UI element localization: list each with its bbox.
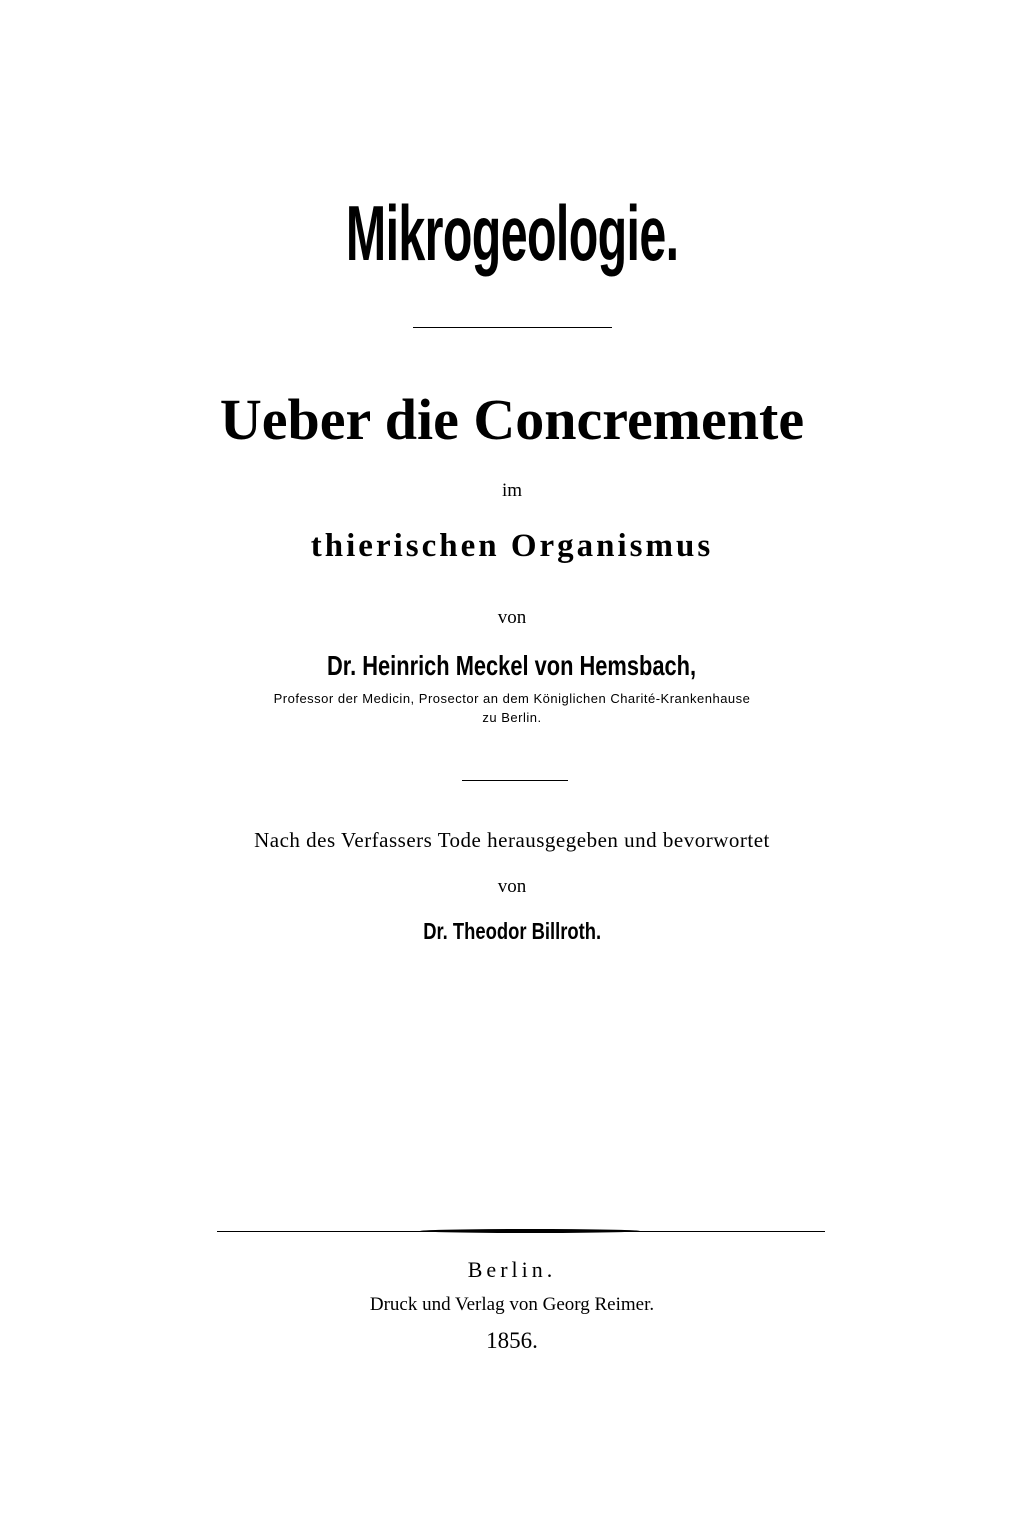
book-title-text: Mikrogeologie. xyxy=(345,189,679,277)
author-title-text: Professor der Medicin, Prosector an dem Königlichen Charité-Krankenhause xyxy=(273,691,751,706)
author-name-text: Dr. Heinrich Meckel von Hemsbach, xyxy=(327,650,697,681)
book-title xyxy=(0,188,1024,279)
edition-note: Nach des Verfassers Tode herausgegeben und bevorwortet xyxy=(254,828,770,852)
author-name xyxy=(0,650,1024,682)
book-subtitle-2: thierischen Organismus xyxy=(310,528,714,564)
book-subtitle: Ueber die Concremente xyxy=(219,387,805,452)
connector-von: von xyxy=(497,876,527,897)
author-place xyxy=(0,709,1024,727)
publication-city: Berlin. xyxy=(467,1257,557,1282)
divider xyxy=(413,327,612,328)
divider xyxy=(462,780,568,781)
publisher: Druck und Verlag von Georg Reimer. xyxy=(369,1294,655,1315)
connector-im: im xyxy=(501,480,523,501)
author-place-text: zu Berlin. xyxy=(482,710,542,725)
author-title xyxy=(0,690,1024,708)
connector-von: von xyxy=(497,607,527,628)
divider-thick xyxy=(420,1229,640,1233)
editor-name xyxy=(0,918,1024,945)
editor-name-text: Dr. Theodor Billroth. xyxy=(423,918,601,944)
publication-year: 1856. xyxy=(486,1328,538,1353)
